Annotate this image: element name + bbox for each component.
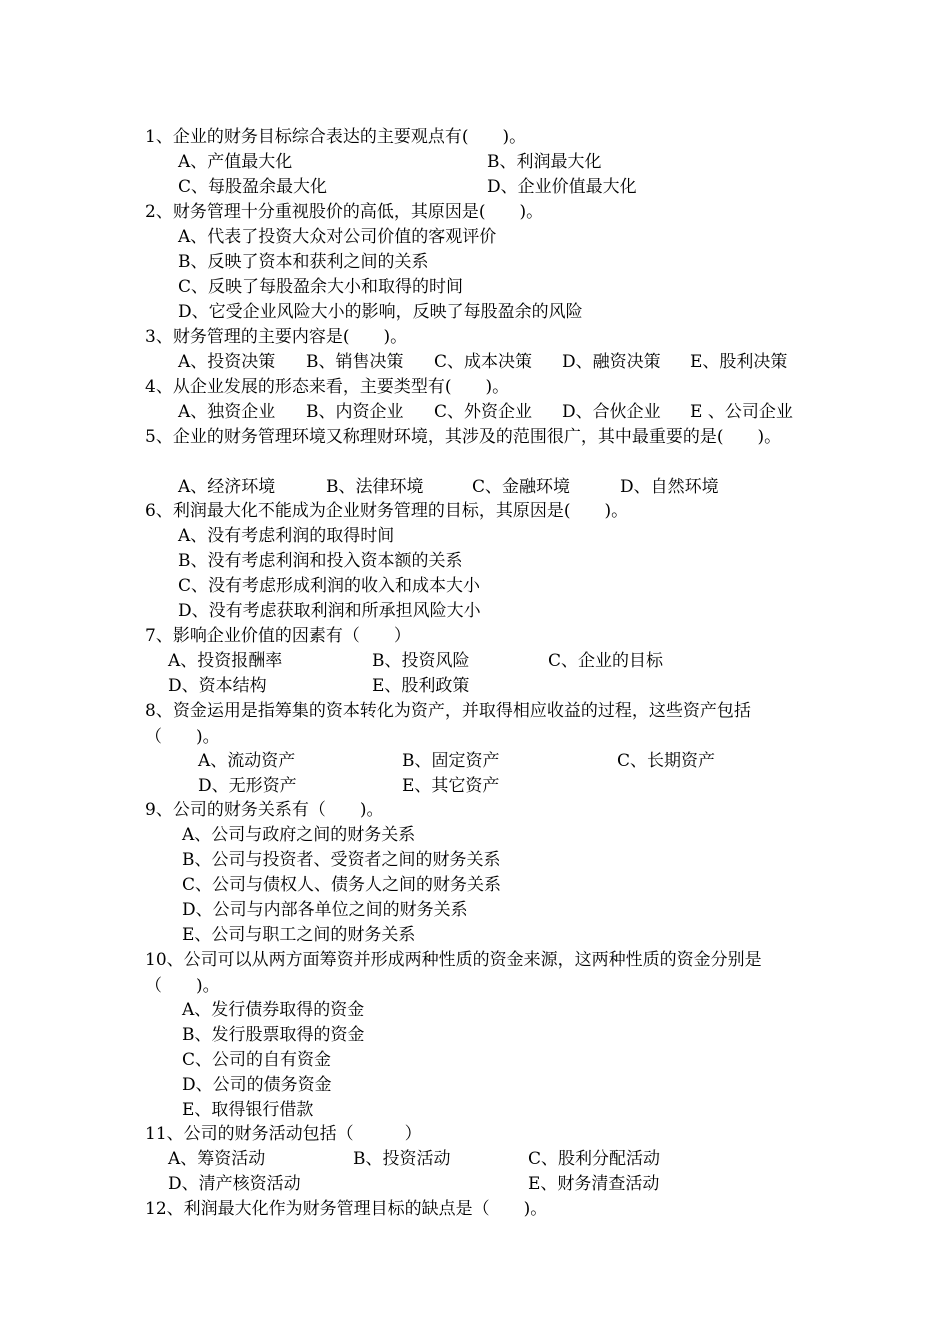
question-6-option-a: A、没有考虑利润的取得时间 bbox=[178, 526, 395, 546]
question-9-option-c: C、公司与债权人、债务人之间的财务关系 bbox=[182, 875, 502, 895]
question-11-option-c: C、股利分配活动 bbox=[528, 1149, 661, 1169]
question-4-option-e: E 、公司企业 bbox=[690, 402, 793, 422]
question-4-option-b: B、内资企业 bbox=[306, 402, 404, 422]
question-3-option-a: A、投资决策 bbox=[178, 352, 276, 372]
question-8-option-a: A、流动资产 bbox=[198, 751, 296, 771]
question-3-stem: 3、财务管理的主要内容是( )。 bbox=[145, 327, 408, 347]
question-12-stem: 12、利润最大化作为财务管理目标的缺点是（ )。 bbox=[145, 1199, 548, 1219]
question-6-option-d: D、没有考虑获取利润和所承担风险大小 bbox=[178, 601, 481, 621]
question-8-option-b: B、固定资产 bbox=[402, 751, 500, 771]
question-8-option-e: E、其它资产 bbox=[402, 776, 500, 796]
question-4-stem: 4、从企业发展的形态来看，主要类型有( )。 bbox=[145, 377, 510, 397]
question-10-option-d: D、公司的债务资金 bbox=[182, 1075, 332, 1095]
question-1-option-a: A、产值最大化 bbox=[178, 152, 293, 172]
question-3-option-e: E、股利决策 bbox=[690, 352, 788, 372]
question-1-option-b: B、利润最大化 bbox=[487, 152, 602, 172]
question-10-option-e: E、取得银行借款 bbox=[182, 1100, 314, 1120]
question-8-option-c: C、长期资产 bbox=[617, 751, 716, 771]
question-5-option-c: C、金融环境 bbox=[472, 477, 571, 497]
question-2-option-c: C、反映了每股盈余大小和取得的时间 bbox=[178, 277, 464, 297]
question-4-option-a: A、独资企业 bbox=[178, 402, 276, 422]
question-3-option-c: C、成本决策 bbox=[434, 352, 533, 372]
question-7-option-e: E、股利政策 bbox=[372, 676, 470, 696]
question-3-option-d: D、融资决策 bbox=[562, 352, 661, 372]
question-1-option-d: D、企业价值最大化 bbox=[487, 177, 637, 197]
question-9-stem: 9、公司的财务关系有（ )。 bbox=[145, 800, 384, 820]
question-5-option-d: D、自然环境 bbox=[620, 477, 719, 497]
question-7-option-b: B、投资风险 bbox=[372, 651, 470, 671]
question-11-stem: 11、公司的财务活动包括（ ） bbox=[145, 1124, 422, 1144]
question-4-option-d: D、合伙企业 bbox=[562, 402, 661, 422]
question-11-option-a: A、筹资活动 bbox=[168, 1149, 266, 1169]
question-10-option-c: C、公司的自有资金 bbox=[182, 1050, 332, 1070]
question-10-stem: 10、公司可以从两方面筹资并形成两种性质的资金来源，这两种性质的资金分别是（ )。 bbox=[145, 950, 762, 996]
question-7-stem: 7、影响企业价值的因素有（ ） bbox=[145, 626, 411, 646]
question-6-stem: 6、利润最大化不能成为企业财务管理的目标，其原因是( )。 bbox=[145, 501, 629, 521]
question-2-option-a: A、代表了投资大众对公司价值的客观评价 bbox=[178, 227, 497, 247]
question-2-option-d: D、它受企业风险大小的影响，反映了每股盈余的风险 bbox=[178, 302, 583, 322]
question-10-option-b: B、发行股票取得的资金 bbox=[182, 1025, 365, 1045]
question-5-stem: 5、企业的财务管理环境又称理财环境，其涉及的范围很广，其中最重要的是( )。 bbox=[145, 427, 782, 447]
question-11-option-e: E、财务清查活动 bbox=[528, 1174, 660, 1194]
question-7-option-d: D、资本结构 bbox=[168, 676, 267, 696]
question-1-stem: 1、企业的财务目标综合表达的主要观点有( )。 bbox=[145, 127, 527, 147]
question-5-option-a: A、经济环境 bbox=[178, 477, 276, 497]
question-2-option-b: B、反映了资本和获利之间的关系 bbox=[178, 252, 429, 272]
question-9-option-e: E、公司与职工之间的财务关系 bbox=[182, 925, 416, 945]
question-2-stem: 2、财务管理十分重视股价的高低，其原因是( )。 bbox=[145, 202, 544, 222]
question-11-option-d: D、清产核资活动 bbox=[168, 1174, 301, 1194]
question-1-option-c: C、每股盈余最大化 bbox=[178, 177, 328, 197]
question-4-option-c: C、外资企业 bbox=[434, 402, 533, 422]
question-11-option-b: B、投资活动 bbox=[353, 1149, 451, 1169]
question-9-option-a: A、公司与政府之间的财务关系 bbox=[182, 825, 416, 845]
question-7-option-a: A、投资报酬率 bbox=[168, 651, 283, 671]
question-9-option-d: D、公司与内部各单位之间的财务关系 bbox=[182, 900, 468, 920]
question-5-option-b: B、法律环境 bbox=[326, 477, 424, 497]
question-9-option-b: B、公司与投资者、受资者之间的财务关系 bbox=[182, 850, 501, 870]
question-3-option-b: B、销售决策 bbox=[306, 352, 404, 372]
question-10-option-a: A、发行债券取得的资金 bbox=[182, 1000, 365, 1020]
question-6-option-c: C、没有考虑形成利润的收入和成本大小 bbox=[178, 576, 481, 596]
question-6-option-b: B、没有考虑利润和投入资本额的关系 bbox=[178, 551, 463, 571]
question-8-stem: 8、资金运用是指筹集的资本转化为资产，并取得相应收益的过程，这些资产包括（ )。 bbox=[145, 701, 751, 747]
question-7-option-c: C、企业的目标 bbox=[548, 651, 664, 671]
question-8-option-d: D、无形资产 bbox=[198, 776, 297, 796]
